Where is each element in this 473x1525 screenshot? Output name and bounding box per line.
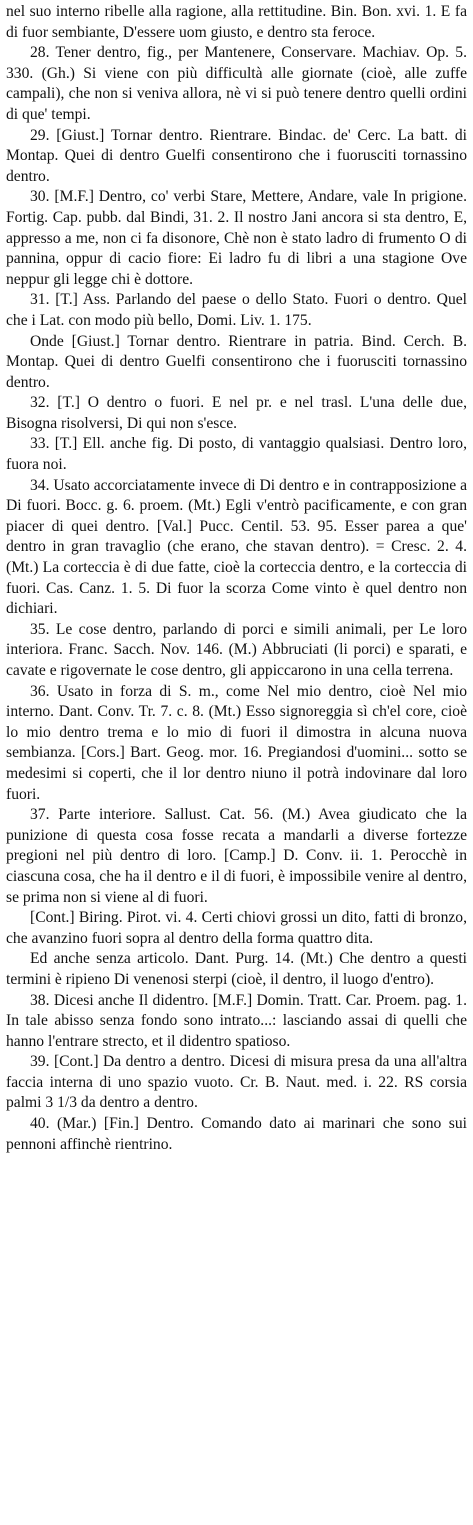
entry-paragraph-continuation <box>6 2 467 43</box>
paragraph-text: 39. [Cont.] Da dentro a dentro. Dicesi di misura presa da una all'altra faccia interna di uno spazio vuoto. Cr. B. Naut. med. i. 22. RS corsia palmi 3 1/3 da dentro a dentro. <box>6 1053 467 1112</box>
entry-paragraph-33 <box>6 434 467 475</box>
entry-paragraph-28 <box>6 43 467 125</box>
paragraph-text: 32. [T.] O dentro o fuori. E nel pr. e nel trasl. L'una delle due, Bisogna risolversi, Di qui non s'esce. <box>6 394 467 432</box>
entry-paragraph-31 <box>6 290 467 331</box>
entry-paragraph-39 <box>6 1052 467 1114</box>
paragraph-text: [Cont.] Biring. Pirot. vi. 4. Certi chiovi grossi un dito, fatti di bronzo, che avanzino fuori sopra al dentro della forma quattro dita. <box>6 909 467 947</box>
entry-paragraph-29 <box>6 126 467 188</box>
paragraph-text: 31. [T.] Ass. Parlando del paese o dello Stato. Fuori o dentro. Quel che i Lat. con modo più bello, Domi. Liv. 1. 175. <box>6 291 467 329</box>
paragraph-text: 34. Usato accorciatamente invece di Di dentro e in contrapposizione a Di fuori. Bocc. g. 6. proem. (Mt.) Egli v'entrò pacificamente, e con gran piacer di quei dentro. [Val.] Pucc. Centil. 53. 95. Esser parea a que' dentro in gran travaglio (che erano, che stavan dentro). = Cresc. 2. 4. (Mt.) La corteccia è di due fatte, cioè la corteccia dentro, e la corteccia di fuori. Cas. Canz. 1. 5. Di fuor la scorza Come vinto è quel dentro non dichiari. <box>6 476 467 618</box>
entry-paragraph-30 <box>6 187 467 290</box>
paragraph-text: 33. [T.] Ell. anche fig. Di posto, di vantaggio qualsiasi. Dentro loro, fuora noi. <box>6 435 467 474</box>
entry-paragraph-36 <box>6 682 467 806</box>
paragraph-text: 29. [Giust.] Tornar dentro. Rientrare. Bindac. de' Cerc. La batt. di Montap. Quei di dentro Guelfi consentirono che i fuorusciti tornassino dentro. <box>6 126 467 185</box>
paragraph-text: Ed anche senza articolo. Dant. Purg. 14. (Mt.) Che dentro a questi termini è ripieno Di venenosi sterpi (cioè, il dentro, il luogo d'entro). <box>6 950 467 988</box>
entry-paragraph-35 <box>6 620 467 682</box>
entry-paragraph-32 <box>6 393 467 434</box>
entry-paragraph-37 <box>6 805 467 908</box>
entry-paragraph-37-senza-articolo <box>6 949 467 990</box>
paragraph-text: 37. Parte interiore. Sallust. Cat. 56. (M.) Avea giudicato che la punizione di questa cosa fosse recata a mandarli a diverse fortezze pregioni nel più dentro di loro. [Camp.] D. Conv. ii. 1. Perocchè in ciascuna cosa, che ha il dentro e il di fuori, è impossibile venire al dentro, se prima non si viene al di fuori. <box>6 806 467 906</box>
paragraph-text: 38. Dicesi anche Il didentro. [M.F.] Domin. Tratt. Car. Proem. pag. 1. In tale abisso senza fondo sono intrato...: lasciando assai di quelli che hanno l'entrare strecto, et il didentro spatioso. <box>6 991 467 1050</box>
paragraph-text: 28. Tener dentro, fig., per Mantenere, Conservare. Machiav. Op. 5. 330. (Gh.) Si viene con più difficultà alle giornate (cioè, alle zuffe campali), che non si veniva allora, nè vi si può tenere dentro quelli ordini di que' tempi. <box>6 44 467 123</box>
entry-paragraph-31-onde <box>6 332 467 394</box>
paragraph-text: 30. [M.F.] Dentro, co' verbi Stare, Mettere, Andare, vale In prigione. Fortig. Cap. pubb. dal Bindi, 31. 2. Il nostro Jani ancora si sta dentro, E, appresso a me, non ci fa disonore, Chè non è stato ladro di frumento O di pannina, oppur di cacio fiore: Ei ladro fu di libri a una stagione Ove neppur gli legge chi è dottore. <box>6 188 467 288</box>
paragraph-text: nel suo interno ribelle alla ragione, alla rettitudine. Bin. Bon. xvi. 1. E fa di fuor sembiante, D'essere uom giusto, e dentro sta feroce. <box>6 3 467 41</box>
entry-paragraph-40 <box>6 1114 467 1155</box>
entry-paragraph-38 <box>6 991 467 1053</box>
paragraph-text: 36. Usato in forza di S. m., come Nel mio dentro, cioè Nel mio interno. Dant. Conv. Tr. 7. c. 8. (Mt.) Esso signoreggia sì ch'el core, cioè lo mio dentro trema e lo mio di fuori il dimostra in alcuna nuova sembianza. [Cors.] Bart. Geog. mor. 16. Pregiandosi d'uomini... sotto se medesimi si coperti, che il lor dentro niuno il potrà indovinare dal loro fuori. <box>6 682 467 803</box>
paragraph-text: Onde [Giust.] Tornar dentro. Rientrare in patria. Bind. Cerch. B. Montap. Quei di dentro Guelfi consentirono che i fuorusciti tornassino dentro. <box>6 332 467 391</box>
entry-paragraph-34 <box>6 476 467 620</box>
entry-paragraph-37-cont <box>6 908 467 949</box>
paragraph-text: 40. (Mar.) [Fin.] Dentro. Comando dato ai marinari che sono sui pennoni affinchè rientrino. <box>6 1115 467 1153</box>
paragraph-text: 35. Le cose dentro, parlando di porci e simili animali, per Le loro interiora. Franc. Sacch. Nov. 146. (M.) Abbruciati (li porci) e sparati, e cavate e rigovernate le cose dentro, gli appiccarono in una cella terrena. <box>6 620 467 679</box>
